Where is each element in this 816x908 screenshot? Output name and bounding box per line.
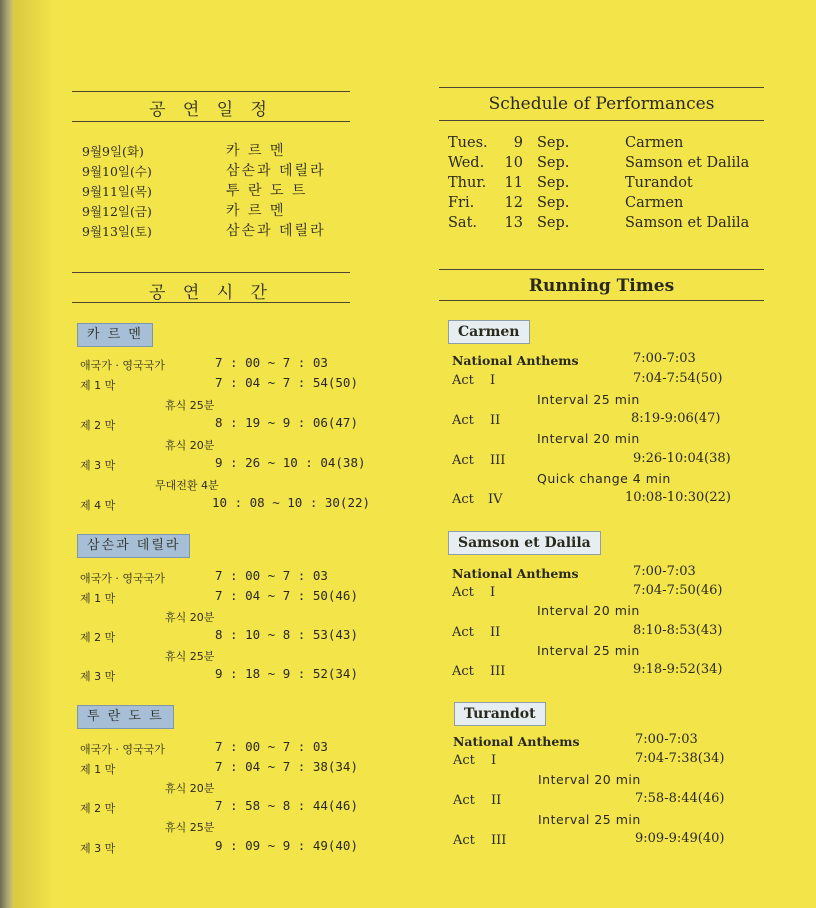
- korean-schedule-opera: 투 란 도 트: [226, 183, 308, 199]
- rule-top: [72, 91, 350, 92]
- english-row-act-number: I: [491, 753, 497, 768]
- korean-row-time: 7 : 04 ~ 7 : 54(50): [215, 375, 358, 390]
- korean-opera-label: 삼손과 데릴라: [77, 534, 190, 558]
- korean-row-label: 제 2 막: [80, 631, 116, 644]
- english-row-act-number: II: [490, 413, 501, 428]
- rule-bottom: [439, 300, 764, 301]
- english-row-label: Act: [452, 453, 474, 468]
- english-row-label: Act: [453, 833, 475, 848]
- korean-schedule-opera: 삼손과 데릴라: [226, 163, 326, 179]
- korean-interval: 휴식 25분: [165, 650, 215, 663]
- english-schedule-day: Tues.: [448, 135, 488, 151]
- korean-row-time: 7 : 58 ~ 8 : 44(46): [215, 798, 358, 813]
- korean-row-time: 10 : 08 ~ 10 : 30(22): [212, 495, 371, 510]
- english-row-time: 8:19-9:06(47): [631, 411, 721, 426]
- english-schedule-day: Thur.: [448, 175, 487, 191]
- english-row-label: Act: [452, 625, 474, 640]
- rule-top: [72, 272, 350, 273]
- korean-row-label: 애국가 · 영국국가: [80, 743, 165, 756]
- korean-row-time: 7 : 04 ~ 7 : 38(34): [215, 759, 358, 774]
- english-row-label: Act: [452, 585, 474, 600]
- korean-schedule-date: 9월11일(목): [82, 184, 152, 199]
- english-row-time: 9:09-9:49(40): [635, 831, 725, 846]
- korean-opera-label: 카 르 멘: [77, 323, 153, 347]
- english-row-act-number: IV: [488, 492, 503, 507]
- korean-row-time: 9 : 26 ~ 10 : 04(38): [215, 455, 366, 470]
- rule-bottom: [439, 120, 764, 121]
- english-row-act-number: III: [491, 833, 507, 848]
- english-schedule-opera: Samson et Dalila: [625, 155, 750, 171]
- korean-row-time: 9 : 18 ~ 9 : 52(34): [215, 666, 358, 681]
- korean-schedule-title: 공 연 일 정: [149, 100, 273, 120]
- english-schedule-opera: Carmen: [625, 135, 684, 151]
- korean-interval: 휴식 20분: [165, 782, 215, 795]
- english-opera-label: Turandot: [454, 702, 546, 726]
- english-row-time: 9:26-10:04(38): [633, 451, 731, 466]
- english-schedule-day: Sat.: [448, 215, 478, 231]
- english-schedule-date: 12: [504, 195, 523, 211]
- korean-interval: 휴식 25분: [165, 399, 215, 412]
- korean-row-label: 제 1 막: [80, 379, 116, 392]
- english-schedule-date: 10: [504, 155, 523, 171]
- korean-schedule-date: 9월13일(토): [82, 224, 152, 239]
- english-schedule-month: Sep.: [537, 195, 570, 211]
- english-interval: Interval 25 min: [538, 812, 641, 827]
- korean-row-time: 7 : 00 ~ 7 : 03: [215, 568, 328, 583]
- english-row-time: 7:00-7:03: [633, 564, 696, 579]
- english-schedule-day: Wed.: [448, 155, 485, 171]
- korean-row-label: 제 3 막: [80, 459, 116, 472]
- english-schedule-day: Fri.: [448, 195, 475, 211]
- korean-row-label: 제 4 막: [80, 499, 116, 512]
- korean-schedule-date: 9월10일(수): [82, 164, 152, 179]
- english-interval: Quick change 4 min: [537, 471, 671, 486]
- english-row-time: 7:00-7:03: [635, 732, 698, 747]
- korean-row-label: 제 2 막: [80, 419, 116, 432]
- english-schedule-title: Schedule of Performances: [488, 94, 715, 114]
- english-row-time: 8:10-8:53(43): [633, 623, 723, 638]
- english-row-label: Act: [453, 793, 475, 808]
- korean-row-time: 9 : 09 ~ 9 : 49(40): [215, 838, 358, 853]
- english-row-act-number: II: [491, 793, 502, 808]
- english-schedule-month: Sep.: [537, 175, 570, 191]
- english-row-act-number: I: [490, 373, 496, 388]
- english-schedule-opera: Samson et Dalila: [625, 215, 750, 231]
- english-row-label: National Anthems: [452, 353, 579, 368]
- korean-row-time: 8 : 10 ~ 8 : 53(43): [215, 627, 358, 642]
- english-row-act-number: III: [490, 453, 506, 468]
- korean-row-label: 애국가 · 영국국가: [80, 572, 165, 585]
- english-row-time: 7:04-7:50(46): [633, 583, 723, 598]
- book-spine-shadow: [0, 0, 14, 908]
- korean-interval: 휴식 20분: [165, 611, 215, 624]
- korean-interval: 무대전환 4분: [155, 479, 219, 492]
- english-row-label: National Anthems: [452, 566, 579, 581]
- english-times-title: Running Times: [528, 276, 675, 296]
- english-opera-label: Samson et Dalila: [448, 531, 601, 555]
- korean-schedule-opera: 카 르 멘: [226, 143, 286, 159]
- korean-schedule-date: 9월12일(금): [82, 204, 152, 219]
- english-row-label: Act: [452, 492, 474, 507]
- english-interval: Interval 20 min: [537, 431, 640, 446]
- english-row-time: 7:00-7:03: [633, 351, 696, 366]
- english-row-act-number: III: [490, 664, 506, 679]
- korean-interval: 휴식 25분: [165, 821, 215, 834]
- korean-row-label: 제 1 막: [80, 592, 116, 605]
- english-schedule-month: Sep.: [537, 215, 570, 231]
- rule-bottom: [72, 121, 350, 122]
- korean-times-title: 공 연 시 간: [149, 283, 273, 303]
- korean-row-time: 7 : 00 ~ 7 : 03: [215, 355, 328, 370]
- rule-top: [439, 87, 764, 88]
- korean-row-label: 제 3 막: [80, 842, 116, 855]
- korean-row-time: 7 : 04 ~ 7 : 50(46): [215, 588, 358, 603]
- korean-row-label: 애국가 · 영국국가: [80, 359, 165, 372]
- rule-top: [439, 269, 764, 270]
- english-schedule-opera: Turandot: [625, 175, 693, 191]
- english-row-time: 7:04-7:38(34): [635, 751, 725, 766]
- english-interval: Interval 25 min: [537, 643, 640, 658]
- english-row-label: National Anthems: [453, 734, 580, 749]
- english-interval: Interval 20 min: [537, 603, 640, 618]
- english-row-time: 7:58-8:44(46): [635, 791, 725, 806]
- english-row-label: Act: [452, 664, 474, 679]
- english-row-time: 7:04-7:54(50): [633, 371, 723, 386]
- english-interval: Interval 20 min: [538, 772, 641, 787]
- rule-bottom: [72, 302, 350, 303]
- korean-row-time: 8 : 19 ~ 9 : 06(47): [215, 415, 358, 430]
- english-row-act-number: I: [490, 585, 496, 600]
- english-schedule-date: 9: [513, 135, 523, 151]
- english-row-label: Act: [452, 373, 474, 388]
- english-row-act-number: II: [490, 625, 501, 640]
- page-gutter-shade: [14, 0, 54, 908]
- english-row-time: 9:18-9:52(34): [633, 662, 723, 677]
- english-row-time: 10:08-10:30(22): [625, 490, 732, 505]
- english-schedule-opera: Carmen: [625, 195, 684, 211]
- korean-row-time: 7 : 00 ~ 7 : 03: [215, 739, 328, 754]
- english-interval: Interval 25 min: [537, 392, 640, 407]
- korean-row-label: 제 2 막: [80, 802, 116, 815]
- english-row-label: Act: [452, 413, 474, 428]
- korean-schedule-date: 9월9일(화): [82, 144, 144, 159]
- korean-row-label: 제 3 막: [80, 670, 116, 683]
- korean-schedule-opera: 카 르 멘: [226, 203, 286, 219]
- english-schedule-month: Sep.: [537, 135, 570, 151]
- korean-row-label: 제 1 막: [80, 763, 116, 776]
- english-schedule-month: Sep.: [537, 155, 570, 171]
- english-opera-label: Carmen: [448, 320, 530, 344]
- english-schedule-date: 13: [504, 215, 523, 231]
- korean-schedule-opera: 삼손과 데릴라: [226, 223, 326, 239]
- english-schedule-date: 11: [504, 175, 523, 191]
- english-row-label: Act: [453, 753, 475, 768]
- korean-interval: 휴식 20분: [165, 439, 215, 452]
- korean-opera-label: 투 란 도 트: [77, 705, 174, 729]
